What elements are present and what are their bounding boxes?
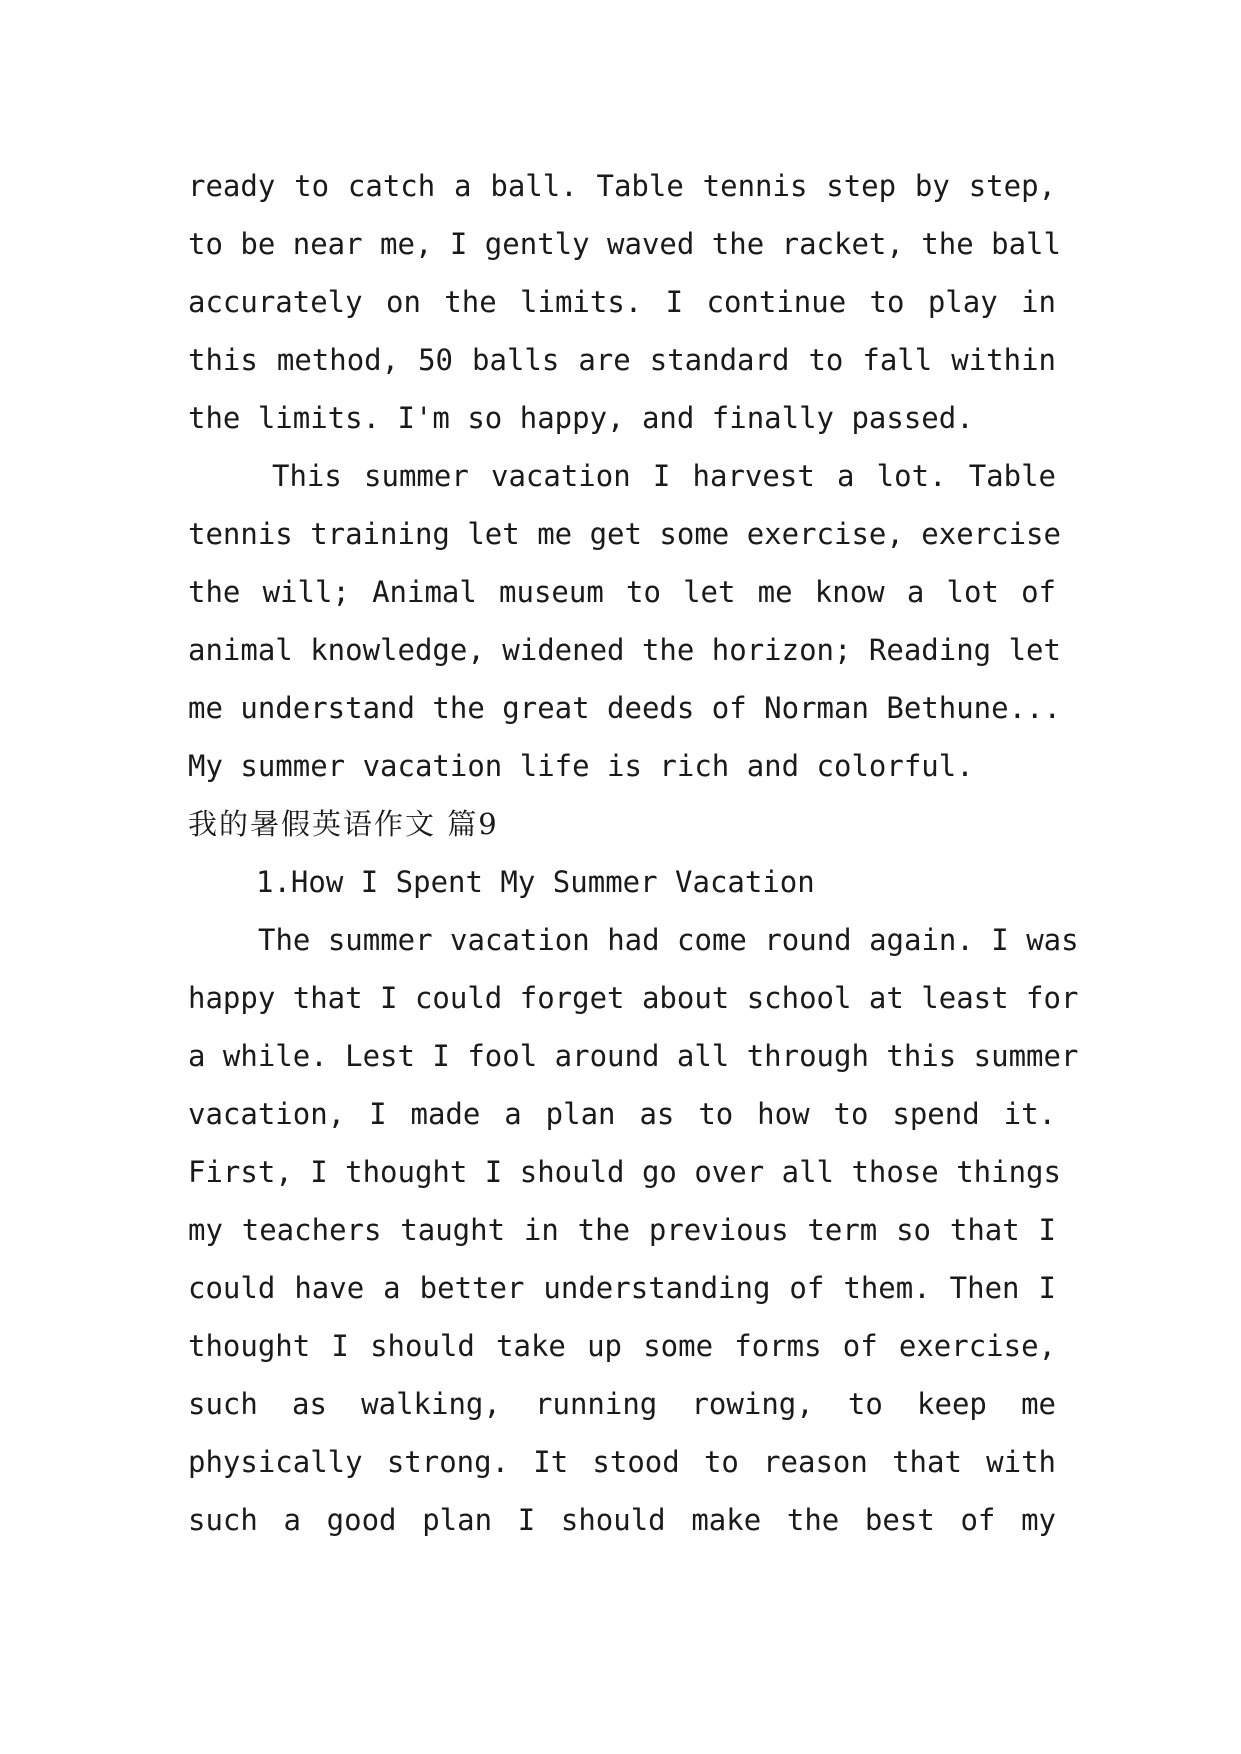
text-line: physically strong. It stood to reason that with xyxy=(188,1445,1056,1479)
text-line: happy that I could forget about school at least for xyxy=(188,981,1079,1015)
text-line: this method, 50 balls are standard to fall within xyxy=(188,343,1056,377)
text-line: a while. Lest I fool around all through this summer xyxy=(188,1039,1079,1073)
text-line: such as walking, running rowing, to keep me xyxy=(188,1387,1056,1421)
text-line: thought I should take up some forms of exercise, xyxy=(188,1329,1056,1363)
text-line: My summer vacation life is rich and colorful. xyxy=(188,749,974,783)
text-line: vacation, I made a plan as to how to spend it. xyxy=(188,1097,1056,1131)
text-line: my teachers taught in the previous term so that I xyxy=(188,1213,1056,1247)
text-line: animal knowledge, widened the horizon; Reading let xyxy=(188,633,1061,667)
text-line: the limits. I'm so happy, and finally passed. xyxy=(188,401,974,435)
text-line: the will; Animal museum to let me know a lot of xyxy=(188,575,1056,609)
text-line: accurately on the limits. I continue to play in xyxy=(188,285,1056,319)
text-line: to be near me, I gently waved the racket, the ball xyxy=(188,227,1061,261)
text-line: This summer vacation I harvest a lot. Table xyxy=(272,459,1056,493)
essay-subtitle: 1.How I Spent My Summer Vacation xyxy=(256,865,815,899)
section-heading: 我的暑假英语作文 篇9 xyxy=(188,807,499,841)
text-line: could have a better understanding of them. Then I xyxy=(188,1271,1056,1305)
text-line: tennis training let me get some exercise, exercise xyxy=(188,517,1061,551)
text-line: The summer vacation had come round again. I was xyxy=(258,923,1079,957)
text-line: First, I thought I should go over all those things xyxy=(188,1155,1061,1189)
text-line: such a good plan I should make the best of my xyxy=(188,1503,1056,1537)
text-line: me understand the great deeds of Norman Bethune... xyxy=(188,691,1061,725)
text-line: ready to catch a ball. Table tennis step by step, xyxy=(188,169,1056,203)
